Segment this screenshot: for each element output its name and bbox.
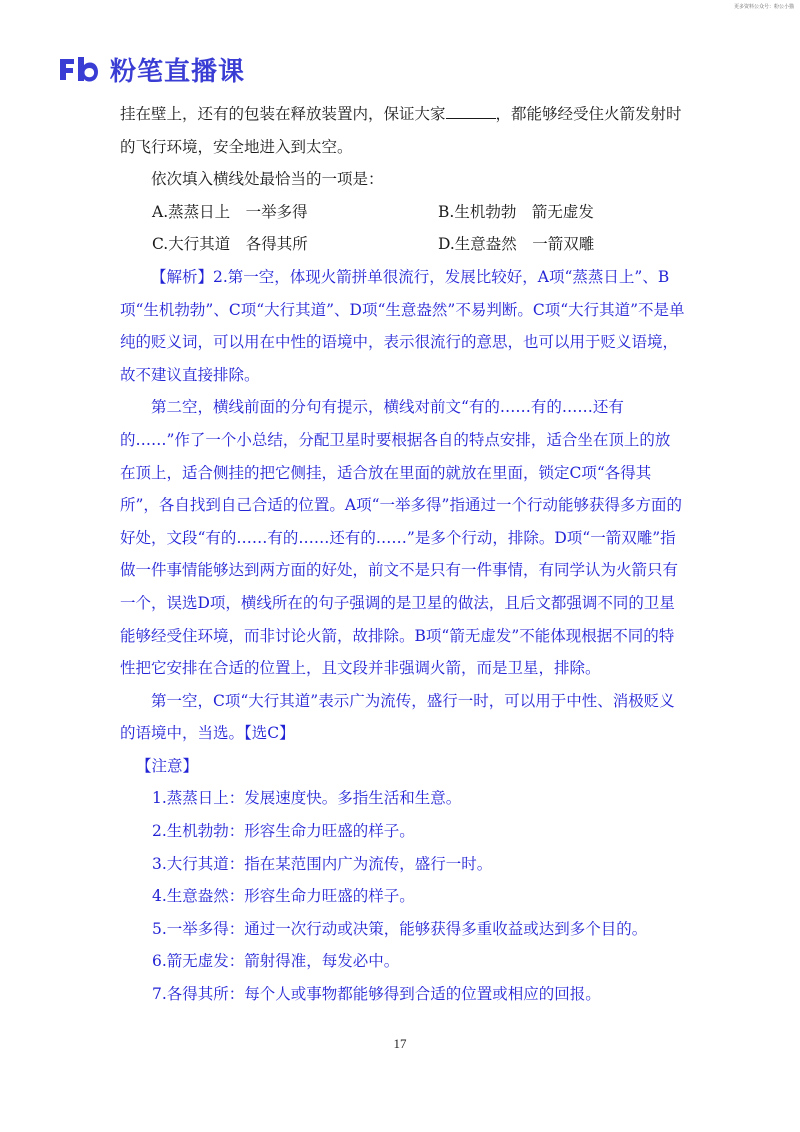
analysis-paragraph-1: 【解析】2.第一空，体现火箭拼单很流行，发展比较好，A项“蒸蒸日上”、B项“生机勃勃”、C项“大行其道”、D项“生意盎然”不易判断。C项“大行其道”不是单纯的贬义词，可以用在中性的语境中，表示很流行的意思，也可以用于贬义语境，故不建议直接排除。 bbox=[120, 267, 685, 384]
brand-header bbox=[58, 52, 245, 86]
option-b: B.生机勃勃 箭无虚发 bbox=[438, 202, 594, 221]
analysis-paragraph-3: 第一空，C项“大行其道”表示广为流传，盛行一时，可以用于中性、消极贬义的语境中，当选。【选C】 bbox=[120, 691, 675, 743]
fill-blank bbox=[446, 104, 496, 119]
stem-text-after: ，都能够经受住火箭发射时的飞行环境，安全地进入到太空。 bbox=[120, 105, 682, 156]
note-item: 3.大行其道：指在某范围内广为流传，盛行一时。 bbox=[152, 854, 493, 873]
note-item: 6.箭无虚发：箭射得准，每发必中。 bbox=[152, 952, 400, 971]
notes-title: 【注意】 bbox=[136, 756, 199, 775]
note-item: 4.生意盎然：形容生命力旺盛的样子。 bbox=[152, 887, 415, 906]
corner-note: 更多资料公众号：粉公小猫 bbox=[733, 4, 794, 10]
options-grid bbox=[120, 196, 685, 261]
analysis-paragraph-2: 第二空，横线前面的分句有提示，横线对前文“有的……有的……还有的……”作了一个小总结，分配卫星时要根据各自的特点安排，适合坐在顶上的放在顶上，适合侧挂的把它侧挂，适合放在里面的就放在里面，锁定C项“各得其所”，各自找到自己合适的位置。A项“一举多得”指通过一个行动能够获得多方面的好处，文段“有的……有的……还有的……”是多个行动，排除。D项“一箭双雕”指做一件事情能够达到两方面的好处，前文不是只有一件事情，有同学认为火箭只有一个，误选D项，横线所在的句子强调的是卫星的做法，且后文都强调不同的卫星能够经受住环境，而非讨论火箭，故排除。B项“箭无虚发”不能体现根据不同的特性把它安排在合适的位置上，且文段并非强调火箭，而是卫星，排除。 bbox=[120, 398, 682, 678]
note-item: 7.各得其所：每个人或事物都能够得到合适的位置或相应的回报。 bbox=[152, 985, 601, 1004]
option-d: D.生意盎然 一箭双雕 bbox=[438, 235, 595, 254]
option-a: A.蒸蒸日上 一举多得 bbox=[152, 202, 308, 221]
brand-name: 粉笔直播课 bbox=[110, 56, 246, 87]
note-item: 5.一举多得：通过一次行动或决策，能够获得多重收益或达到多个目的。 bbox=[152, 919, 648, 938]
note-item: 2.生机勃勃：形容生命力旺盛的样子。 bbox=[152, 822, 415, 841]
page-content bbox=[120, 98, 685, 1011]
question-prompt: 依次填入横线处最恰当的一项是： bbox=[151, 170, 384, 189]
option-c: C.大行其道 各得其所 bbox=[152, 235, 308, 254]
page-number: 17 bbox=[393, 1036, 407, 1051]
note-item: 1.蒸蒸日上：发展速度快。多指生活和生意。 bbox=[152, 789, 462, 808]
stem-text-before: 挂在壁上，还有的包装在释放装置内，保证大家 bbox=[120, 105, 446, 123]
question-stem bbox=[120, 98, 685, 163]
fb-logo-icon bbox=[58, 56, 100, 82]
